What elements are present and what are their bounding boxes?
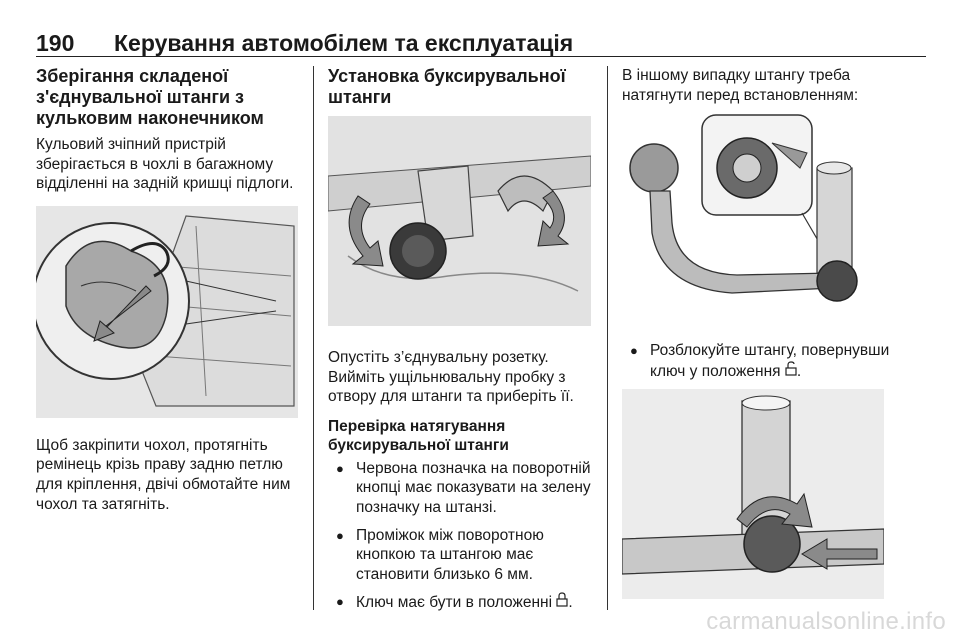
bullet-dot-icon: ● <box>336 594 344 610</box>
paragraph: Опустіть з’єднувальну розетку. Вийміть ущільнювальну пробку з отвору для штанги та приберіть її. <box>328 349 574 406</box>
closed-padlock-icon <box>556 592 568 607</box>
column-divider <box>607 66 608 610</box>
subsection-heading: Перевірка натягування буксирувальної штанги <box>328 417 509 454</box>
list-item: ● Розблокуйте штангу, повернувши ключ у положення . <box>630 342 890 380</box>
figure-socket <box>328 116 591 326</box>
bullet-dot-icon: ● <box>336 460 344 476</box>
paragraph: Щоб закріпити чохол, протягніть ремінець крізь праву задню петлю для кріплення, двічі обмотайте ним чохол та затягніть. <box>36 436 291 513</box>
column-tensioning <box>622 66 890 599</box>
paragraph: В іншому випадку штангу треба натягнути перед встановленням: <box>622 67 859 104</box>
section-heading: Установка буксирувальної штанги <box>328 66 566 107</box>
list-item: ● Червона позначка на поворотній кнопці має показувати на зелену позначку на штанзі. <box>336 459 591 516</box>
check-list <box>328 459 593 613</box>
action-list <box>622 341 890 381</box>
watermark: carmanualsonline.info <box>706 608 946 635</box>
bullet-dot-icon: ● <box>630 343 638 359</box>
figure-unlock-knob <box>622 389 884 599</box>
bullet-dot-icon: ● <box>336 527 344 543</box>
open-padlock-icon <box>785 361 797 376</box>
column-installation <box>328 66 593 621</box>
section-heading: Зберігання складеної з'єднувальної штанги з кульковим наконечником <box>36 66 264 128</box>
chapter-title: Керування автомобілем та експлуатація <box>114 30 574 56</box>
figure-trunk-bag <box>36 206 298 418</box>
paragraph: Кульовий зчіпний пристрій зберігається в чохлі в багажному відділенні на задній кришці підлоги. <box>36 136 294 193</box>
column-divider <box>313 66 314 610</box>
column-storage <box>36 66 298 514</box>
page-number: 190 <box>36 30 75 56</box>
page-header <box>36 30 926 57</box>
list-item: ● Ключ має бути в положенні . <box>336 594 573 612</box>
list-item: ● Проміжок між поворотною кнопкою та штангою має становити близько 6 мм. <box>336 526 544 583</box>
figure-towbar-key <box>622 113 884 319</box>
